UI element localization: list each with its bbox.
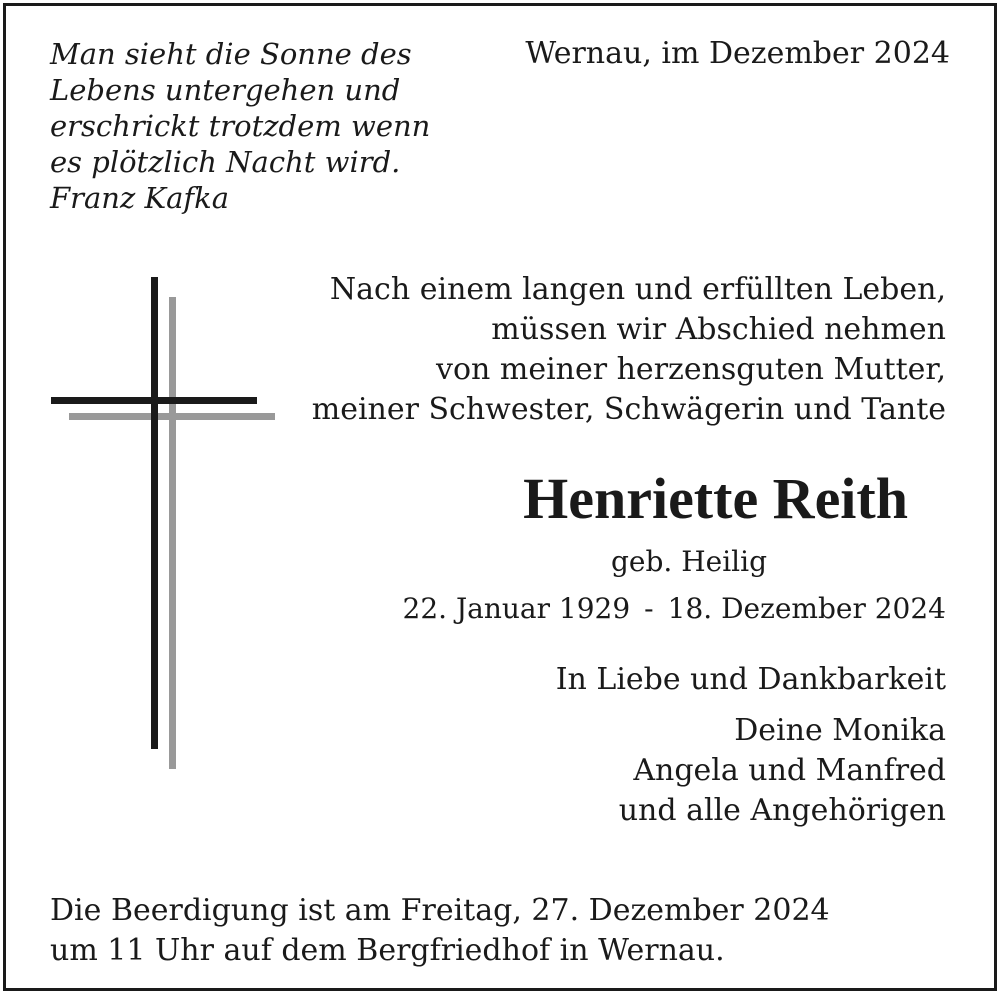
maiden-name: geb. Heilig <box>611 545 767 578</box>
funeral-info <box>50 891 830 971</box>
cross-icon <box>6 6 306 806</box>
cross-black-vertical <box>151 277 158 749</box>
signature-line: Angela und Manfred <box>633 753 946 788</box>
quote-line: erschrickt trotzdem wenn <box>50 109 431 143</box>
quote-line: Man sieht die Sonne des <box>50 37 412 71</box>
obituary-notice <box>3 3 997 991</box>
intro-line: müssen wir Abschied nehmen <box>491 312 946 347</box>
quote-author: Franz Kafka <box>50 181 229 215</box>
quote-line: es plötzlich Nacht wird. <box>50 145 401 179</box>
intro-line: von meiner herzensguten Mutter, <box>436 352 946 387</box>
signature-line: und alle Angehörigen <box>618 793 946 828</box>
cross-black-horizontal <box>51 397 257 404</box>
quote-line: Lebens untergehen und <box>50 73 401 107</box>
closing-phrase: In Liebe und Dankbarkeit <box>555 662 946 697</box>
intro-line: meiner Schwester, Schwägerin und Tante <box>311 392 946 427</box>
funeral-line: Die Beerdigung ist am Freitag, 27. Dezember 2024 <box>50 893 830 928</box>
cross-gray-vertical <box>169 297 176 769</box>
date-separator: - <box>644 592 654 625</box>
intro-line: Nach einem langen und erfüllten Leben, <box>329 272 946 307</box>
birth-date: 22. Januar 1929 <box>402 592 631 625</box>
signature-line: Deine Monika <box>734 713 946 748</box>
deceased-name: Henriette Reith <box>523 466 908 531</box>
life-dates <box>403 591 946 627</box>
funeral-line: um 11 Uhr auf dem Bergfriedhof in Wernau. <box>50 933 725 968</box>
signatures <box>619 711 946 831</box>
intro-text <box>312 270 946 430</box>
cross-gray-horizontal <box>69 413 275 420</box>
death-date: 18. Dezember 2024 <box>667 592 946 625</box>
place-and-date: Wernau, im Dezember 2024 <box>525 36 950 71</box>
